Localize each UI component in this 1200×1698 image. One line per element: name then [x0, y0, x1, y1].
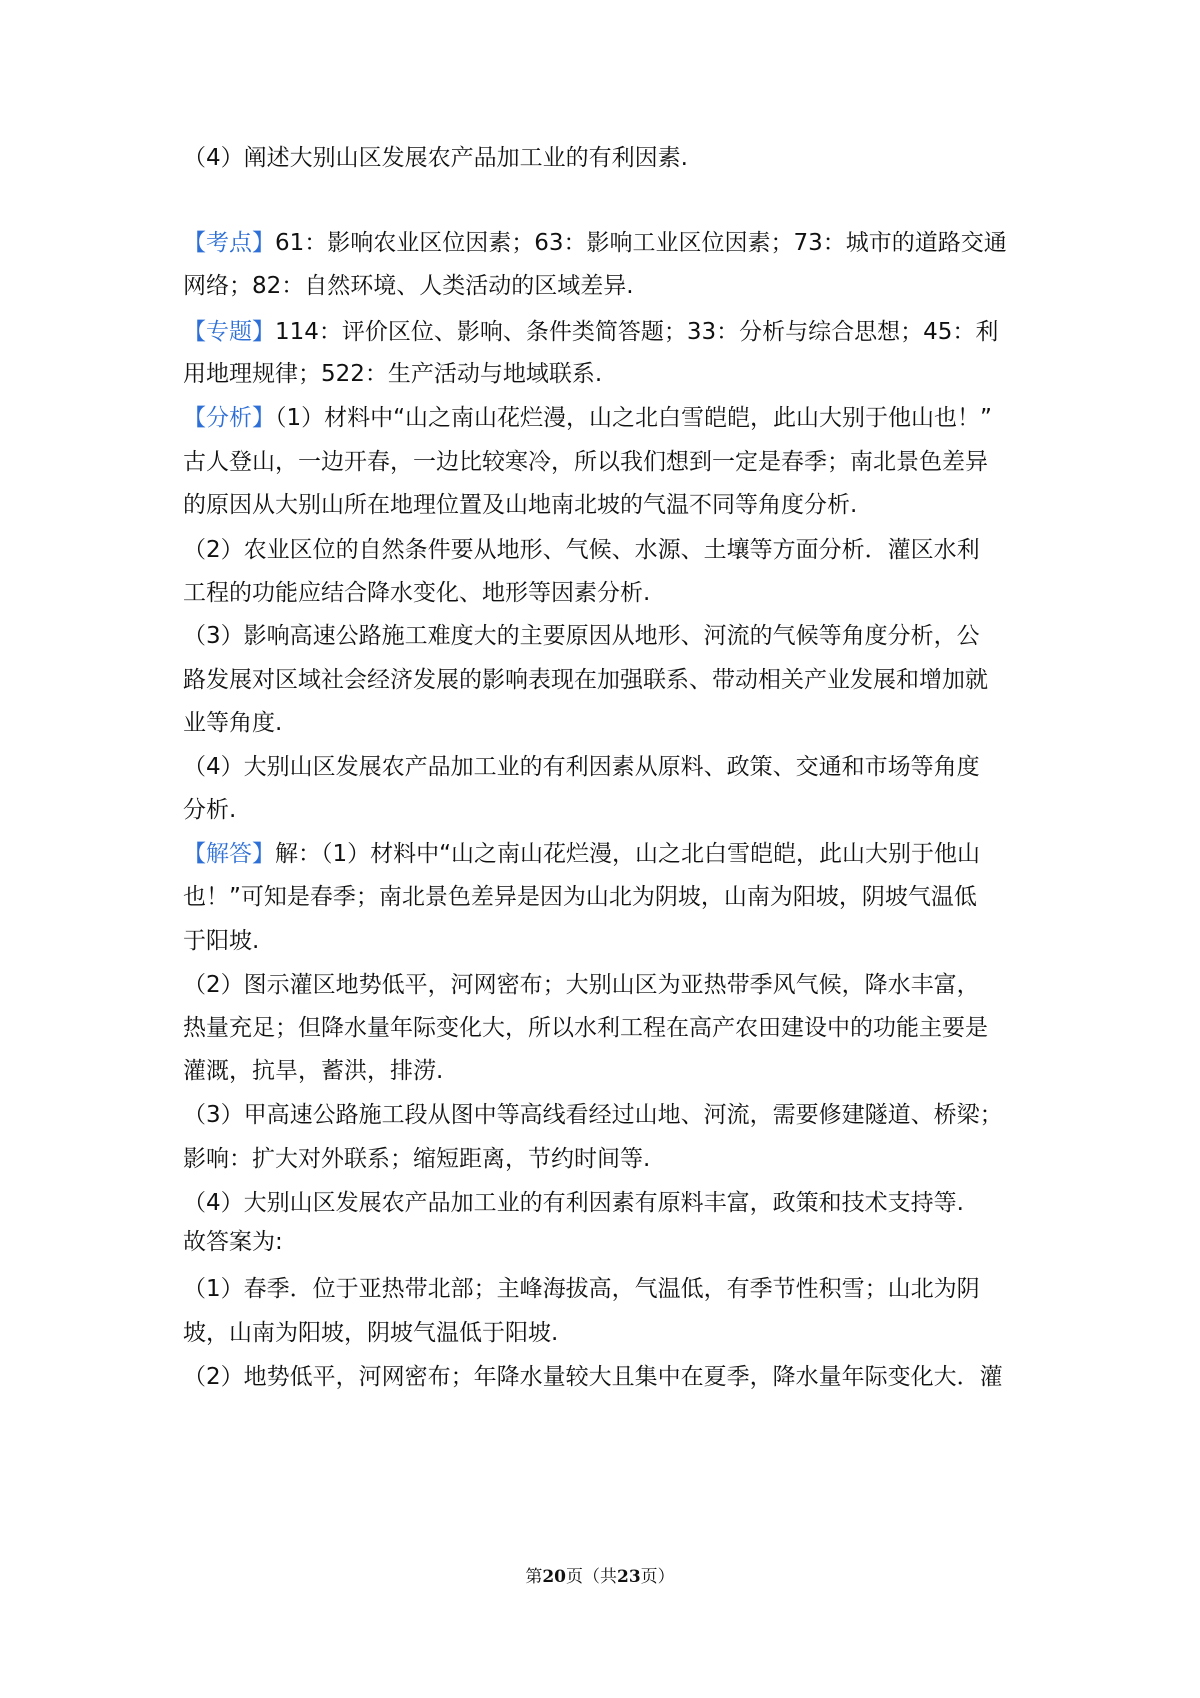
kaodian-line-1: [183, 227, 1007, 259]
fenxi-line-1: [183, 402, 992, 434]
jieda-tag: 【解答】: [183, 841, 275, 867]
fenxi-line-8: 业等角度.: [183, 710, 283, 736]
jieda-line-8: 影响：扩大对外联系；缩短距离，节约时间等.: [183, 1146, 651, 1172]
jieda-line-10: 故答案为:: [183, 1229, 283, 1255]
fenxi-line-7: 路发展对区域社会经济发展的影响表现在加强联系、带动相关产业发展和增加就: [183, 667, 988, 693]
jieda-line-11: （1）春季．位于亚热带北部；主峰海拔高，气温低，有季节性积雪；山北为阴: [183, 1276, 980, 1302]
jieda-line-2: 也！”可知是春季；南北景色差异是因为山北为阴坡，山南为阳坡，阴坡气温低: [183, 884, 977, 910]
zhuanti-line-1: [183, 316, 998, 348]
fenxi-line-3: 的原因从大别山所在地理位置及山地南北坡的气温不同等角度分析.: [183, 492, 858, 518]
fenxi-line-6: （3）影响高速公路施工难度大的主要原因从地形、河流的气候等角度分析，公: [183, 623, 980, 649]
zhuanti-line-2: 用地理规律；522：生产活动与地域联系.: [183, 361, 603, 387]
zhuanti-tag: 【专题】: [183, 319, 275, 345]
current-page-number: 20: [542, 1567, 566, 1587]
total-page-number: 23: [617, 1567, 641, 1587]
kaodian-tag: 【考点】: [183, 230, 275, 256]
fenxi-line-9: （4）大别山区发展农产品加工业的有利因素从原料、政策、交通和市场等角度: [183, 754, 980, 780]
jieda-line-12: 坡，山南为阳坡，阴坡气温低于阳坡.: [183, 1320, 559, 1346]
footer-suffix: 页）: [640, 1567, 675, 1587]
jieda-line-6: 灌溉，抗旱，蓄洪，排涝.: [183, 1058, 444, 1084]
jieda-line-5: 热量充足；但降水量年际变化大，所以水利工程在高产农田建设中的功能主要是: [183, 1015, 988, 1041]
page-footer: [0, 1562, 1200, 1587]
kaodian-line-2: 网络；82：自然环境、人类活动的区域差异.: [183, 273, 634, 299]
jieda-line-7: （3）甲高速公路施工段从图中等高线看经过山地、河流，需要修建隧道、桥梁；: [183, 1102, 1003, 1128]
jieda-line-3: 于阳坡.: [183, 928, 260, 954]
fenxi-line-2: 古人登山，一边开春，一边比较寒冷，所以我们想到一定是春季；南北景色差异: [183, 449, 988, 475]
jieda-line-9: （4）大别山区发展农产品加工业的有利因素有原料丰富，政策和技术支持等.: [183, 1190, 964, 1216]
jieda-line-13: （2）地势低平，河网密布；年降水量较大且集中在夏季，降水量年际变化大．灌: [183, 1364, 1003, 1390]
jieda-text-1: 解：（1）材料中“山之南山花烂漫，山之北白雪皑皑，此山大别于他山: [275, 841, 981, 867]
footer-mid: 页（共: [566, 1567, 617, 1587]
fenxi-line-4: （2）农业区位的自然条件要从地形、气候、水源、土壤等方面分析．灌区水利: [183, 537, 980, 563]
question-4: （4）阐述大别山区发展农产品加工业的有利因素.: [183, 145, 688, 171]
kaodian-text-1: 61：影响农业区位因素；63：影响工业区位因素；73：城市的道路交通: [275, 230, 1007, 256]
footer-prefix: 第: [525, 1567, 543, 1587]
jieda-line-4: （2）图示灌区地势低平，河网密布；大别山区为亚热带季风气候，降水丰富，: [183, 972, 980, 998]
fenxi-tag: 【分析】: [183, 405, 275, 431]
fenxi-line-10: 分析.: [183, 797, 237, 823]
zhuanti-text-1: 114：评价区位、影响、条件类简答题；33：分析与综合思想；45：利: [275, 319, 999, 345]
fenxi-line-5: 工程的功能应结合降水变化、地形等因素分析.: [183, 580, 651, 606]
jieda-line-1: [183, 838, 980, 870]
fenxi-text-1: （1）材料中“山之南山花烂漫，山之北白雪皑皑，此山大别于他山也！”: [275, 405, 992, 431]
